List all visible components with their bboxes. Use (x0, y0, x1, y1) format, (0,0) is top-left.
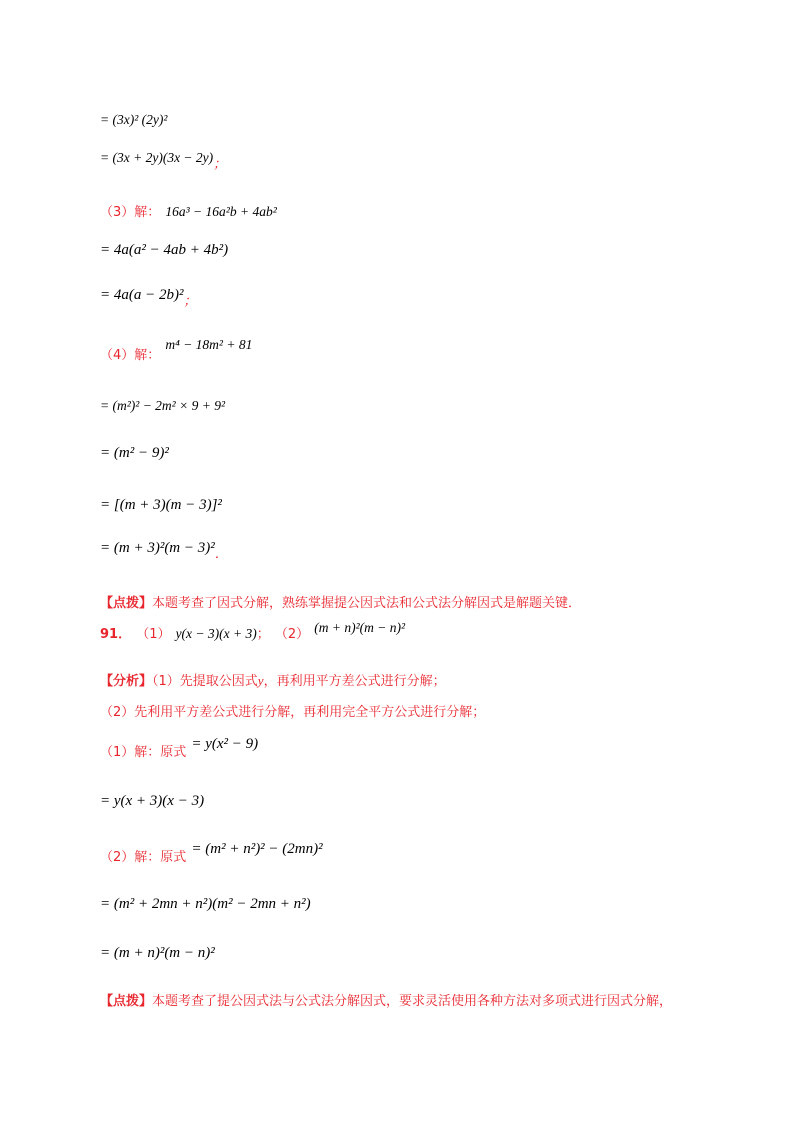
math-expression: y(x − 3)(x + 3) (175, 626, 257, 641)
analysis-tag: 【分析】 (100, 674, 153, 689)
step-line-8 (100, 446, 169, 461)
part-label: （3）解： (100, 205, 161, 220)
analysis-line-2 (100, 703, 485, 719)
math-expression: = (m² − 9)² (100, 445, 169, 461)
math-expression: (m + n)²(m − n)² (314, 620, 406, 635)
question-91-answer (100, 620, 406, 642)
math-expression: = (m² + n²)² − (2mn)² (191, 841, 323, 857)
punctuation: ； (256, 627, 270, 642)
math-expression: = [(m + 3)(m − 3)]² (100, 497, 222, 513)
math-expression: = (m + 3)²(m − 3)² (100, 540, 215, 556)
part-label: （1）解：原式 (100, 745, 187, 760)
question-number: 91． (100, 627, 132, 642)
part-label: （2）解：原式 (100, 850, 187, 865)
solution-2-step-2 (100, 897, 311, 912)
solution-2-step-3 (100, 946, 215, 961)
math-expression: = y(x + 3)(x − 3) (100, 793, 205, 809)
analysis-text: （2）先利用平方差公式进行分解，再利用完全平方公式进行分解； (100, 705, 486, 720)
step-line-9 (100, 498, 222, 513)
tip-paragraph-2 (100, 992, 672, 1008)
math-expression: = y(x² − 9) (191, 736, 259, 752)
part-3-header (100, 203, 277, 219)
step-line-5 (100, 287, 197, 309)
analysis-text: （1）先提取公因式 (152, 674, 258, 689)
tip-paragraph-1 (100, 594, 581, 610)
math-expression: = (3x)² (2y)² (100, 112, 168, 127)
analysis-line-1 (100, 672, 446, 688)
tip-tag: 【点拨】 (100, 994, 153, 1009)
punctuation: ； (213, 157, 227, 172)
punctuation: ； (183, 294, 197, 309)
solution-2-header (100, 840, 323, 865)
math-expression: 16a³ − 16a²b + 4ab² (165, 204, 277, 219)
math-expression: = (m + n)²(m − n)² (100, 945, 215, 961)
math-expression: = 4a(a² − 4ab + 4b²) (100, 242, 229, 258)
punctuation: ． (214, 547, 228, 562)
step-line-2 (100, 150, 227, 172)
step-line-7 (100, 399, 225, 413)
analysis-variable: y (257, 673, 264, 688)
math-expression: m⁴ − 18m² + 81 (165, 337, 253, 352)
part-label: （2） (274, 627, 310, 642)
tip-text: 本题考查了提公因式法与公式法分解因式，要求灵活使用各种方法对多项式进行因式分解， (152, 994, 673, 1009)
tip-tag: 【点拨】 (100, 596, 153, 611)
solution-1-step-2 (100, 794, 204, 809)
math-expression: = 4a(a − 2b)² (100, 287, 184, 303)
part-label: （4）解： (100, 348, 161, 363)
part-label: （1） (136, 627, 171, 642)
math-expression: = (m² + 2mn + n²)(m² − 2mn + n²) (100, 896, 311, 912)
part-4-header (100, 336, 253, 363)
step-line-1 (100, 113, 167, 127)
step-line-4 (100, 243, 228, 258)
tip-text: 本题考查了因式分解，熟练掌握提公因式法和公式法分解因式是解题关键． (152, 596, 582, 611)
solution-1-header (100, 735, 259, 760)
step-line-10 (100, 540, 228, 562)
analysis-text: ，再利用平方差公式进行分解； (263, 674, 446, 689)
math-expression: = (3x + 2y)(3x − 2y) (100, 150, 214, 165)
math-expression: = (m²)² − 2m² × 9 + 9² (100, 398, 225, 413)
